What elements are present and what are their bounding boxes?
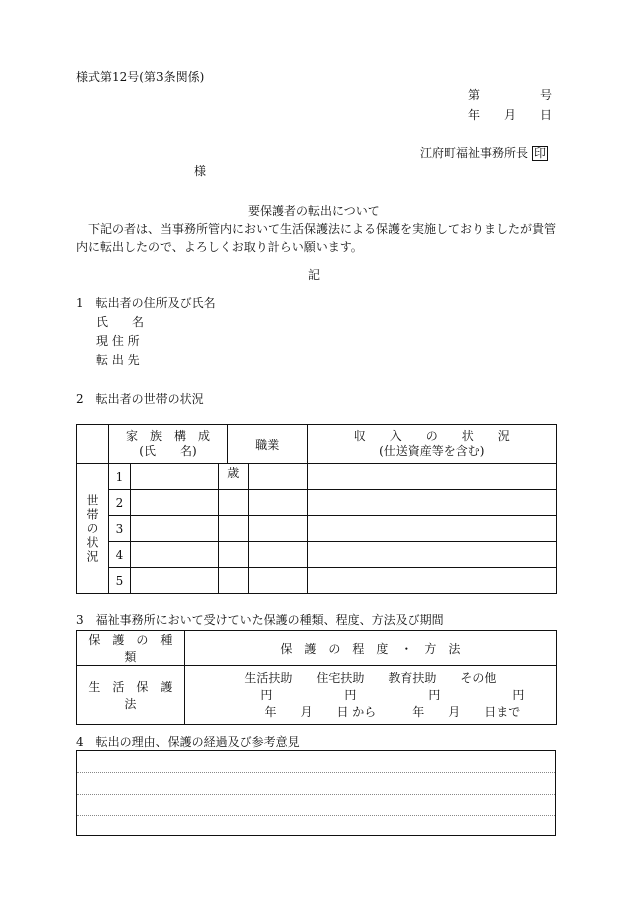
section3-heading: 3 福祉事務所において受けていた保護の種類、程度、方法及び期間 [76, 613, 444, 627]
member-income-cell [307, 464, 556, 490]
member-income-cell [307, 542, 556, 568]
member-job-cell [248, 568, 307, 594]
member-job-cell [248, 542, 307, 568]
yen-amounts-line: 円 円 円 円 [260, 687, 525, 702]
family-header-inner [109, 425, 307, 463]
household-row [77, 490, 557, 516]
member-job-cell [248, 464, 307, 490]
income-header-label: 収 入 の 状 況 [353, 429, 510, 443]
age-unit: 歳 [218, 464, 248, 490]
body-line-2: 内に転出したので、よろしくお取り計らい願います。 [76, 240, 363, 254]
member-age-cell [218, 490, 248, 516]
protection-header-row [77, 631, 557, 666]
household-side-label-cell [77, 464, 109, 594]
member-name-cell [130, 516, 218, 542]
dotted-line [77, 815, 555, 816]
section4-heading: 4 転出の理由、保護の経過及び参考意見 [76, 735, 300, 749]
sender-name: 江府町福祉事務所長 [420, 146, 529, 160]
document-title: 要保護者の転出について [248, 204, 380, 218]
blank-header-cell [77, 425, 109, 464]
field-name-label: 氏 名 [96, 315, 145, 329]
member-name-cell [130, 542, 218, 568]
field-destination-label: 転 出 先 [96, 353, 140, 367]
member-job-cell [248, 516, 307, 542]
household-side-label: 世帯の状況 [84, 493, 99, 564]
household-row [77, 464, 557, 490]
member-name-cell [130, 490, 218, 516]
member-age-cell [218, 542, 248, 568]
seal-mark: 印 [534, 146, 547, 160]
protection-body-row [77, 666, 557, 725]
protection-type-header: 保 護 の 種 類 [77, 631, 185, 666]
member-age-cell [218, 568, 248, 594]
sender [420, 146, 548, 161]
family-header-group [108, 425, 307, 464]
member-name-cell [130, 464, 218, 490]
aid-types-line: 生活扶助 住宅扶助 教育扶助 その他 [244, 670, 497, 685]
member-income-cell [307, 490, 556, 516]
protection-details [184, 666, 556, 725]
body-line-1: 下記の者は、当事務所管内において生活保護法による保護を実施しておりましたが貴管 [88, 222, 557, 236]
family-header-label: 家 族 構 成 [125, 429, 210, 443]
form-number: 様式第12号(第3条関係) [76, 70, 205, 84]
row-number: 2 [108, 490, 130, 516]
member-income-cell [307, 568, 556, 594]
field-address-label: 現 住 所 [96, 334, 140, 348]
dotted-line [77, 772, 555, 773]
household-row [77, 516, 557, 542]
addressee-suffix: 様 [194, 164, 207, 178]
row-number: 3 [108, 516, 130, 542]
household-row [77, 568, 557, 594]
issue-date: 年 月 日 [468, 108, 553, 122]
protection-type-value: 生 活 保 護 法 [77, 666, 185, 725]
member-name-cell [130, 568, 218, 594]
member-age-cell [218, 516, 248, 542]
section1-heading: 1 転出者の住所及び氏名 [76, 296, 216, 310]
family-header-sub: (氏 名) [139, 444, 197, 458]
row-number: 5 [108, 568, 130, 594]
member-job-cell [248, 490, 307, 516]
section2-heading: 2 転出者の世帯の状況 [76, 392, 204, 406]
income-header-sub: (仕送資産等を含む) [379, 444, 485, 458]
period-line: 年 月 日 から 年 月 日まで [264, 704, 521, 719]
job-header: 職業 [227, 425, 306, 463]
income-header [307, 425, 556, 464]
document-number: 第 号 [468, 88, 553, 102]
family-header-cell [109, 425, 228, 463]
member-income-cell [307, 516, 556, 542]
notes-box[interactable] [76, 750, 556, 836]
ki-mark: 記 [308, 268, 321, 282]
row-number: 4 [108, 542, 130, 568]
household-header-row [77, 425, 557, 464]
dotted-line [77, 794, 555, 795]
household-row [77, 542, 557, 568]
household-table [76, 424, 557, 594]
protection-table [76, 630, 557, 725]
protection-degree-header: 保 護 の 程 度 ・ 方 法 [184, 631, 556, 666]
row-number: 1 [108, 464, 130, 490]
